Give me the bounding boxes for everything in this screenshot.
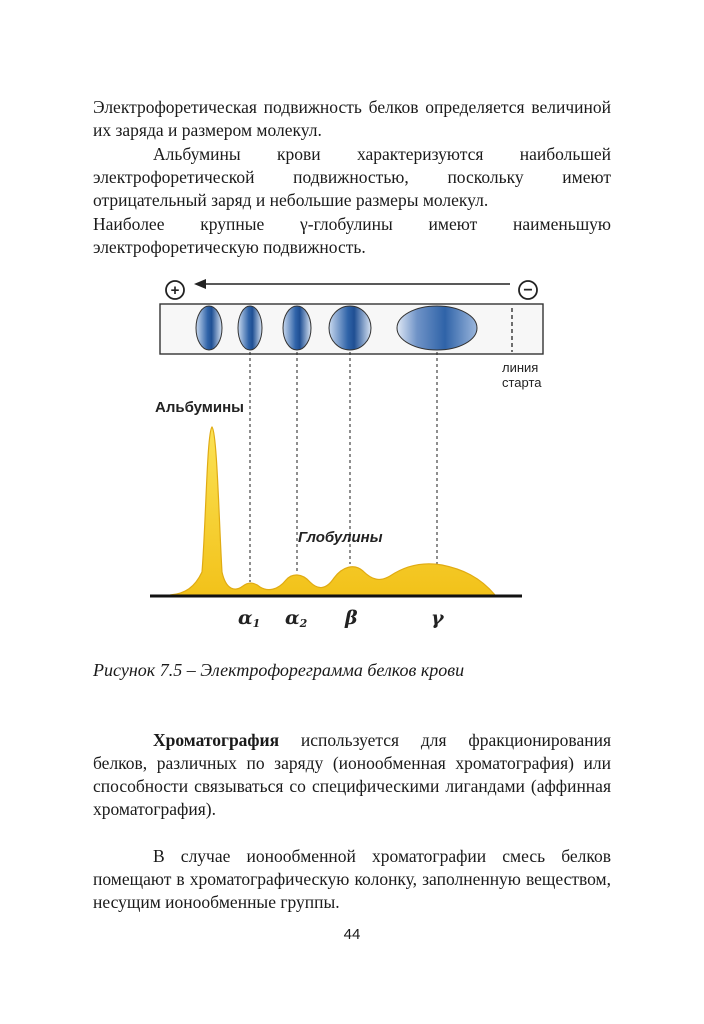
paragraph-ion-exchange: В случае ионообменной хроматографии смесь белков помещают в хроматографическую колонку, заполненную веществом, несущим ионообменные группы. bbox=[93, 846, 611, 912]
migration-arrow-icon bbox=[194, 279, 510, 289]
start-line-label-2: старта bbox=[502, 375, 542, 390]
band-gamma bbox=[397, 306, 477, 350]
fraction-alpha2-label: α2 bbox=[285, 607, 308, 630]
figure-caption: Рисунок 7.5 – Электрофореграмма белков крови bbox=[93, 660, 465, 680]
guide-lines bbox=[250, 352, 437, 582]
plus-electrode-icon bbox=[166, 281, 184, 299]
electrophoregram-figure bbox=[150, 272, 550, 632]
start-line-label-1: линия bbox=[502, 360, 539, 375]
fraction-beta-label: β bbox=[345, 607, 358, 629]
chromatography-definition: используется для фракционирования белков, различных по заряду (ионообменная хроматография) или способности связываться со специфическими лигандами (аффинная хроматография). bbox=[93, 730, 611, 819]
band-albumin bbox=[196, 306, 222, 350]
band-beta bbox=[329, 306, 371, 350]
albumins-label: Альбумины bbox=[155, 399, 244, 416]
minus-sign: − bbox=[523, 282, 533, 299]
fraction-gamma-label: γ bbox=[431, 607, 444, 629]
minus-electrode-icon bbox=[519, 281, 537, 299]
band-alpha2 bbox=[283, 306, 311, 350]
paragraph-gamma-globulins: Наиболее крупные γ-глобулины имеют наименьшую электрофоретическую подвижность. bbox=[93, 214, 611, 257]
fraction-alpha1-label: α1 bbox=[238, 607, 261, 630]
chromatography-term: Хроматография bbox=[153, 730, 280, 750]
page-number: 44 bbox=[343, 926, 361, 943]
globulins-label: Глобулины bbox=[298, 529, 383, 546]
paragraph-mobility: Электрофоретическая подвижность белков определяется величиной их заряда и размером молекул. bbox=[93, 97, 611, 140]
paragraph-albumins: Альбумины крови характеризуются наибольшей электрофоретической подвижностью, поскольку имеют отрицательный заряд и небольшие размеры молекул. bbox=[93, 144, 611, 210]
plus-sign: + bbox=[170, 282, 180, 299]
paragraph-chromatography bbox=[93, 729, 611, 821]
band-alpha1 bbox=[238, 306, 262, 350]
protein-density-curve bbox=[170, 427, 495, 595]
